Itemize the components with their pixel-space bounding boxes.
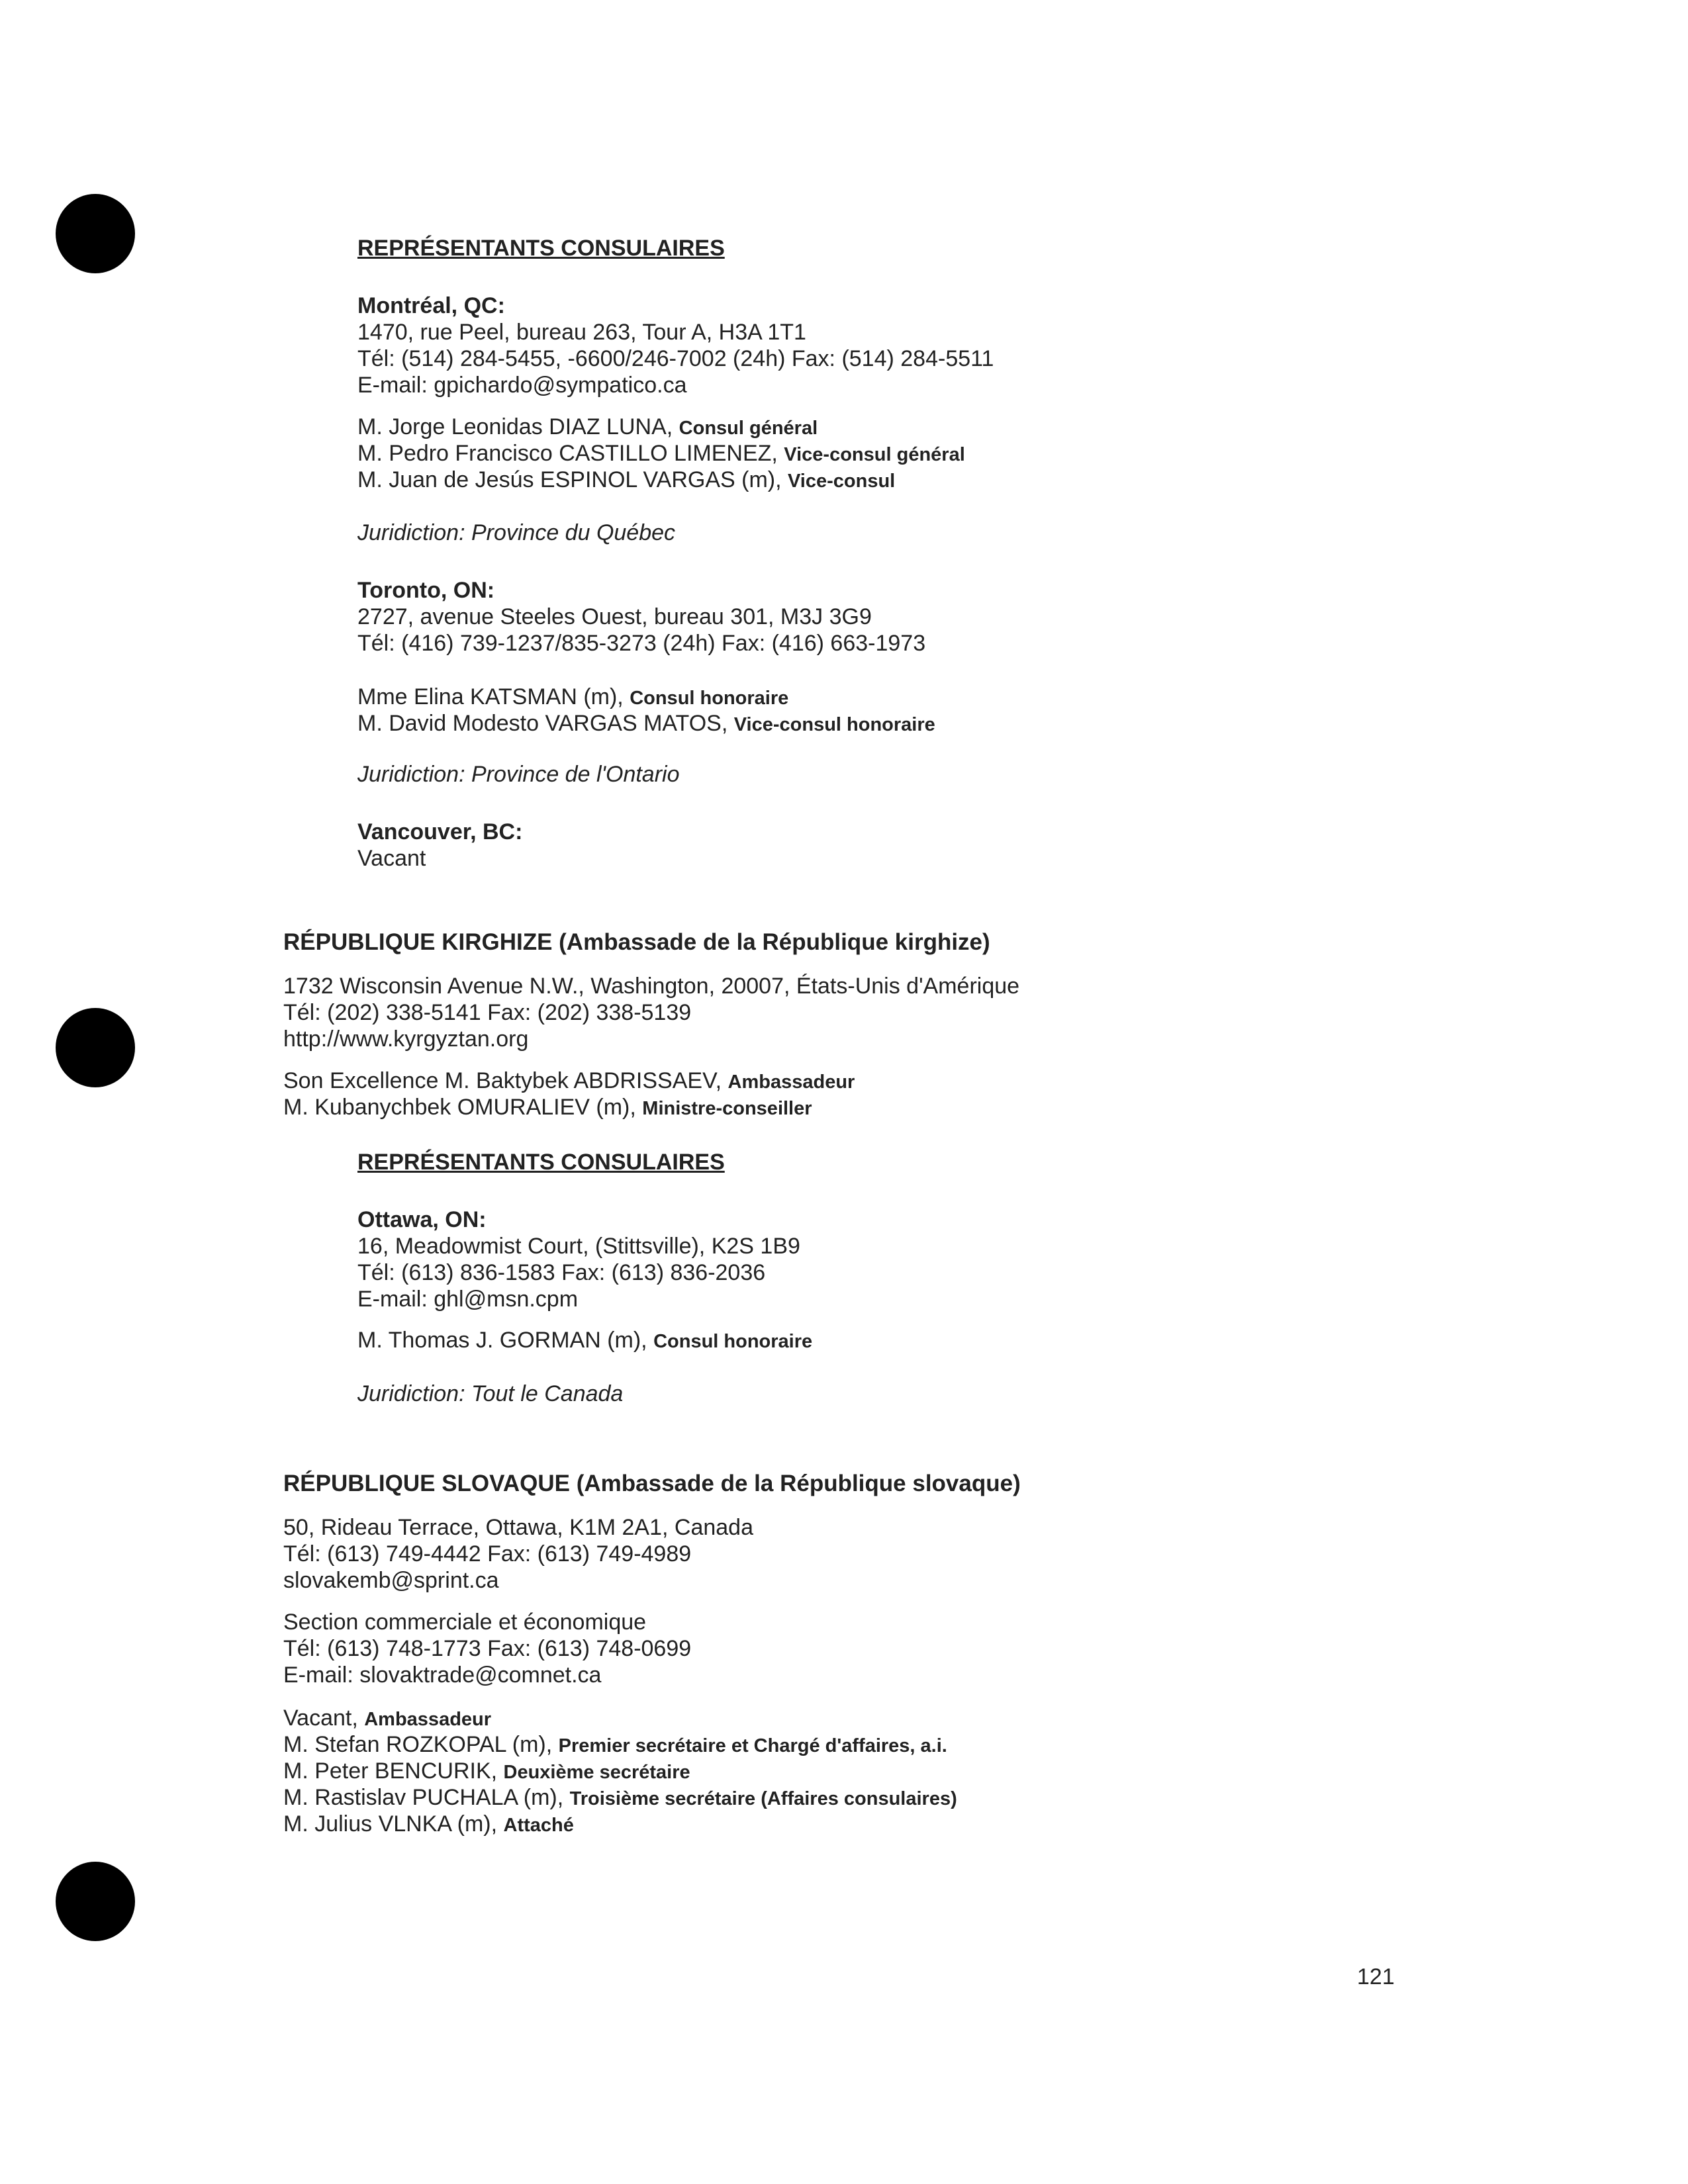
address-toronto: 2727, avenue Steeles Ouest, bureau 301, M3J 3G9: [357, 604, 872, 629]
city-montreal: Montréal, QC:: [357, 293, 505, 318]
person-line: Mme Elina KATSMAN (m), Consul honoraire: [357, 684, 789, 709]
address-slovaque: 50, Rideau Terrace, Ottawa, K1M 2A1, Canada: [283, 1515, 753, 1540]
person-line: M. Julius VLNKA (m), Attaché: [283, 1811, 574, 1837]
page-number: 121: [1357, 1964, 1395, 1989]
phone-slovaque: Tél: (613) 749-4442 Fax: (613) 749-4989: [283, 1541, 692, 1567]
status-vancouver: Vacant: [357, 846, 426, 871]
person-line: M. Stefan ROZKOPAL (m), Premier secrétaire et Chargé d'affaires, a.i.: [283, 1732, 947, 1757]
commercial-phone: Tél: (613) 748-1773 Fax: (613) 748-0699: [283, 1636, 692, 1661]
juridiction-montreal: Juridiction: Province du Québec: [357, 520, 676, 545]
person-line: M. Kubanychbek OMURALIEV (m), Ministre-conseiller: [283, 1095, 812, 1120]
person-line: M. Jorge Leonidas DIAZ LUNA, Consul général: [357, 414, 818, 439]
email-slovaque: slovakemb@sprint.ca: [283, 1568, 499, 1593]
address-montreal: 1470, rue Peel, bureau 263, Tour A, H3A 1T1: [357, 320, 806, 345]
person-line: M. Peter BENCURIK, Deuxième secrétaire: [283, 1758, 690, 1784]
person-line: Son Excellence M. Baktybek ABDRISSAEV, Ambassadeur: [283, 1068, 855, 1093]
person-line: Vacant, Ambassadeur: [283, 1706, 492, 1731]
juridiction-toronto: Juridiction: Province de l'Ontario: [357, 762, 680, 787]
email-montreal: E-mail: gpichardo@sympatico.ca: [357, 373, 687, 398]
city-toronto: Toronto, ON:: [357, 578, 495, 603]
city-vancouver: Vancouver, BC:: [357, 819, 523, 844]
commercial-section: Section commerciale et économique: [283, 1610, 647, 1635]
address-kirghize: 1732 Wisconsin Avenue N.W., Washington, 20007, États-Unis d'Amérique: [283, 974, 1020, 999]
city-ottawa: Ottawa, ON:: [357, 1207, 487, 1232]
person-line: M. Pedro Francisco CASTILLO LIMENEZ, Vice-consul général: [357, 441, 965, 466]
phone-ottawa: Tél: (613) 836-1583 Fax: (613) 836-2036: [357, 1260, 766, 1285]
binder-hole-top: [56, 194, 135, 273]
address-ottawa: 16, Meadowmist Court, (Stittsville), K2S 1B9: [357, 1234, 800, 1259]
email-ottawa: E-mail: ghl@msn.cpm: [357, 1287, 579, 1312]
binder-hole-middle: [56, 1008, 135, 1087]
phone-kirghize: Tél: (202) 338-5141 Fax: (202) 338-5139: [283, 1000, 692, 1025]
person-line: M. David Modesto VARGAS MATOS, Vice-consul honoraire: [357, 711, 935, 736]
person-line: M. Thomas J. GORMAN (m), Consul honoraire: [357, 1328, 813, 1353]
phone-montreal: Tél: (514) 284-5455, -6600/246-7002 (24h) Fax: (514) 284-5511: [357, 346, 994, 371]
commercial-email: E-mail: slovaktrade@comnet.ca: [283, 1662, 602, 1688]
section-heading-consulaires: REPRÉSENTANTS CONSULAIRES: [357, 1150, 725, 1175]
country-heading-kirghize: RÉPUBLIQUE KIRGHIZE (Ambassade de la République kirghize): [283, 929, 990, 955]
person-line: M. Juan de Jesús ESPINOL VARGAS (m), Vice-consul: [357, 467, 896, 492]
website-kirghize: http://www.kyrgyztan.org: [283, 1026, 529, 1052]
person-line: M. Rastislav PUCHALA (m), Troisième secrétaire (Affaires consulaires): [283, 1785, 957, 1810]
binder-hole-bottom: [56, 1862, 135, 1941]
country-heading-slovaque: RÉPUBLIQUE SLOVAQUE (Ambassade de la République slovaque): [283, 1471, 1021, 1496]
juridiction-ottawa: Juridiction: Tout le Canada: [357, 1381, 624, 1406]
phone-toronto: Tél: (416) 739-1237/835-3273 (24h) Fax: (416) 663-1973: [357, 631, 926, 656]
section-heading-consulaires: REPRÉSENTANTS CONSULAIRES: [357, 236, 725, 261]
